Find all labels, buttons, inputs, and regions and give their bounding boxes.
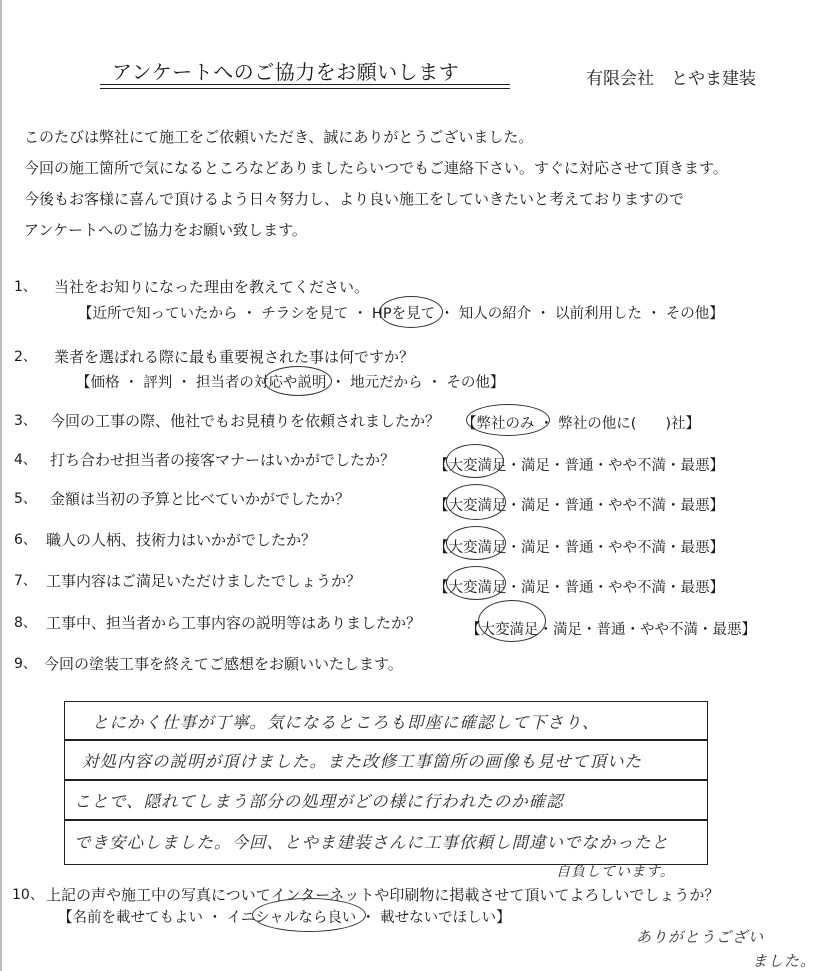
question-text: 今回の塗装工事を終えてご感想をお願いいたします。 xyxy=(44,655,403,673)
intro-line-4: アンケートへのご協力をお願い致します。 xyxy=(24,221,307,239)
answer-circle xyxy=(446,484,506,520)
question-options: 【大変満足・満足・普通・やや不満・最悪】 xyxy=(434,458,724,474)
question-options: 【価格 ・ 評判 ・ 担当者の対応や説明 ・ 地元だから ・ その他】 xyxy=(76,375,505,391)
answer-circle xyxy=(252,898,366,932)
answer-circle xyxy=(466,404,550,436)
title-underline-double xyxy=(100,88,510,89)
question-number: 5、 xyxy=(14,491,37,507)
comment-handwritten-line: とにかく仕事が丁寧。気になるところも即座に確認して下さり、 xyxy=(92,713,600,732)
question-number: 2、 xyxy=(14,349,37,365)
answer-circle xyxy=(264,366,332,396)
intro-line-2: 今回の施工箇所で気になるところなどありましたらいつでもご連絡下さい。すぐに対応させて頂きます。 xyxy=(24,159,728,177)
answer-circle xyxy=(446,526,506,560)
intro-line-3: 今後もお客様に喜んで頂けるよう日々努力し、より良い施工をしていきたいと考えておりますので xyxy=(24,190,685,208)
question-options: 【大変満足・満足・普通・やや不満・最悪】 xyxy=(434,580,724,596)
question-number: 9、 xyxy=(14,656,37,672)
question-number: 4、 xyxy=(14,452,37,468)
page-title: アンケートへのご協力をお願いします xyxy=(112,60,460,84)
answer-circle xyxy=(446,566,506,600)
question-text: 工事内容はご満足いただけましたでしょうか？ xyxy=(46,572,362,590)
title-underline xyxy=(100,84,510,85)
question-text: 工事中、担当者から工事内容の説明等はありましたか？ xyxy=(46,614,422,632)
question-number: 8、 xyxy=(14,615,37,631)
question-text: 業者を選ばれる際に最も重要視された事は何ですか？ xyxy=(54,348,415,366)
scan-edge xyxy=(0,0,2,971)
question-options: 【近所で知っていたから ・ チラシを見て ・ HPを見て ・ 知人の紹介 ・ 以前利用した ・ その他】 xyxy=(78,306,724,322)
comment-handwritten-line: ことで、隠れてしまう部分の処理がどの様に行われたのか確認 xyxy=(74,792,564,811)
question-text: 今回の工事の際、他社でもお見積りを依頼されましたか？ xyxy=(50,412,441,430)
question-text: 職人の人柄、技術力はいかがでしたか？ xyxy=(46,531,317,549)
closing-handwritten: ありがとうござい xyxy=(636,928,765,946)
answer-circle xyxy=(379,296,443,328)
question-text: 当社をお知りになった理由を教えてください。 xyxy=(54,278,370,296)
question-text: 金額は当初の予算と比べていかがでしたか？ xyxy=(50,490,351,508)
comment-handwritten-line: でき安心しました。今回、とやま建装さんに工事依頼し間違いでなかったと xyxy=(74,833,669,852)
question-number: 3、 xyxy=(14,413,37,429)
question-options: 【名前を載せてもよい ・ イニシャルなら良い ・ 載せないでほしい】 xyxy=(58,910,511,926)
question-options: 【大変満足・満足・普通・やや不満・最悪】 xyxy=(466,622,756,638)
question-options: 【弊社のみ ・ 弊社の他に( )社】 xyxy=(462,416,701,432)
question-number: 1、 xyxy=(14,279,37,295)
comment-handwritten-line: 対処内容の説明が頂けました。また改修工事箇所の画像も見せて頂いた xyxy=(82,752,642,771)
intro-line-1: このたびは弊社にて施工をご依頼いただき、誠にありがとうございました。 xyxy=(24,128,534,146)
question-options: 【大変満足・満足・普通・やや不満・最悪】 xyxy=(434,498,724,514)
question-number: 6、 xyxy=(14,532,37,548)
question-number: 7、 xyxy=(14,573,37,589)
answer-circle xyxy=(446,444,504,478)
company-name: 有限会社 とやま建装 xyxy=(586,69,756,89)
question-text: 上記の声や施工中の写真についてインターネットや印刷物に掲載させて頂いてよろしいでしょうか？ xyxy=(46,886,720,904)
question-options: 【大変満足・満足・普通・やや不満・最悪】 xyxy=(434,540,724,556)
answer-circle xyxy=(478,600,546,642)
question-text: 打ち合わせ担当者の接客マナーはいかがでしたか？ xyxy=(50,451,396,469)
closing-handwritten: ました。 xyxy=(752,952,817,970)
question-number: 10、 xyxy=(12,887,44,903)
comment-handwritten-tail: 自負しています。 xyxy=(556,864,675,880)
